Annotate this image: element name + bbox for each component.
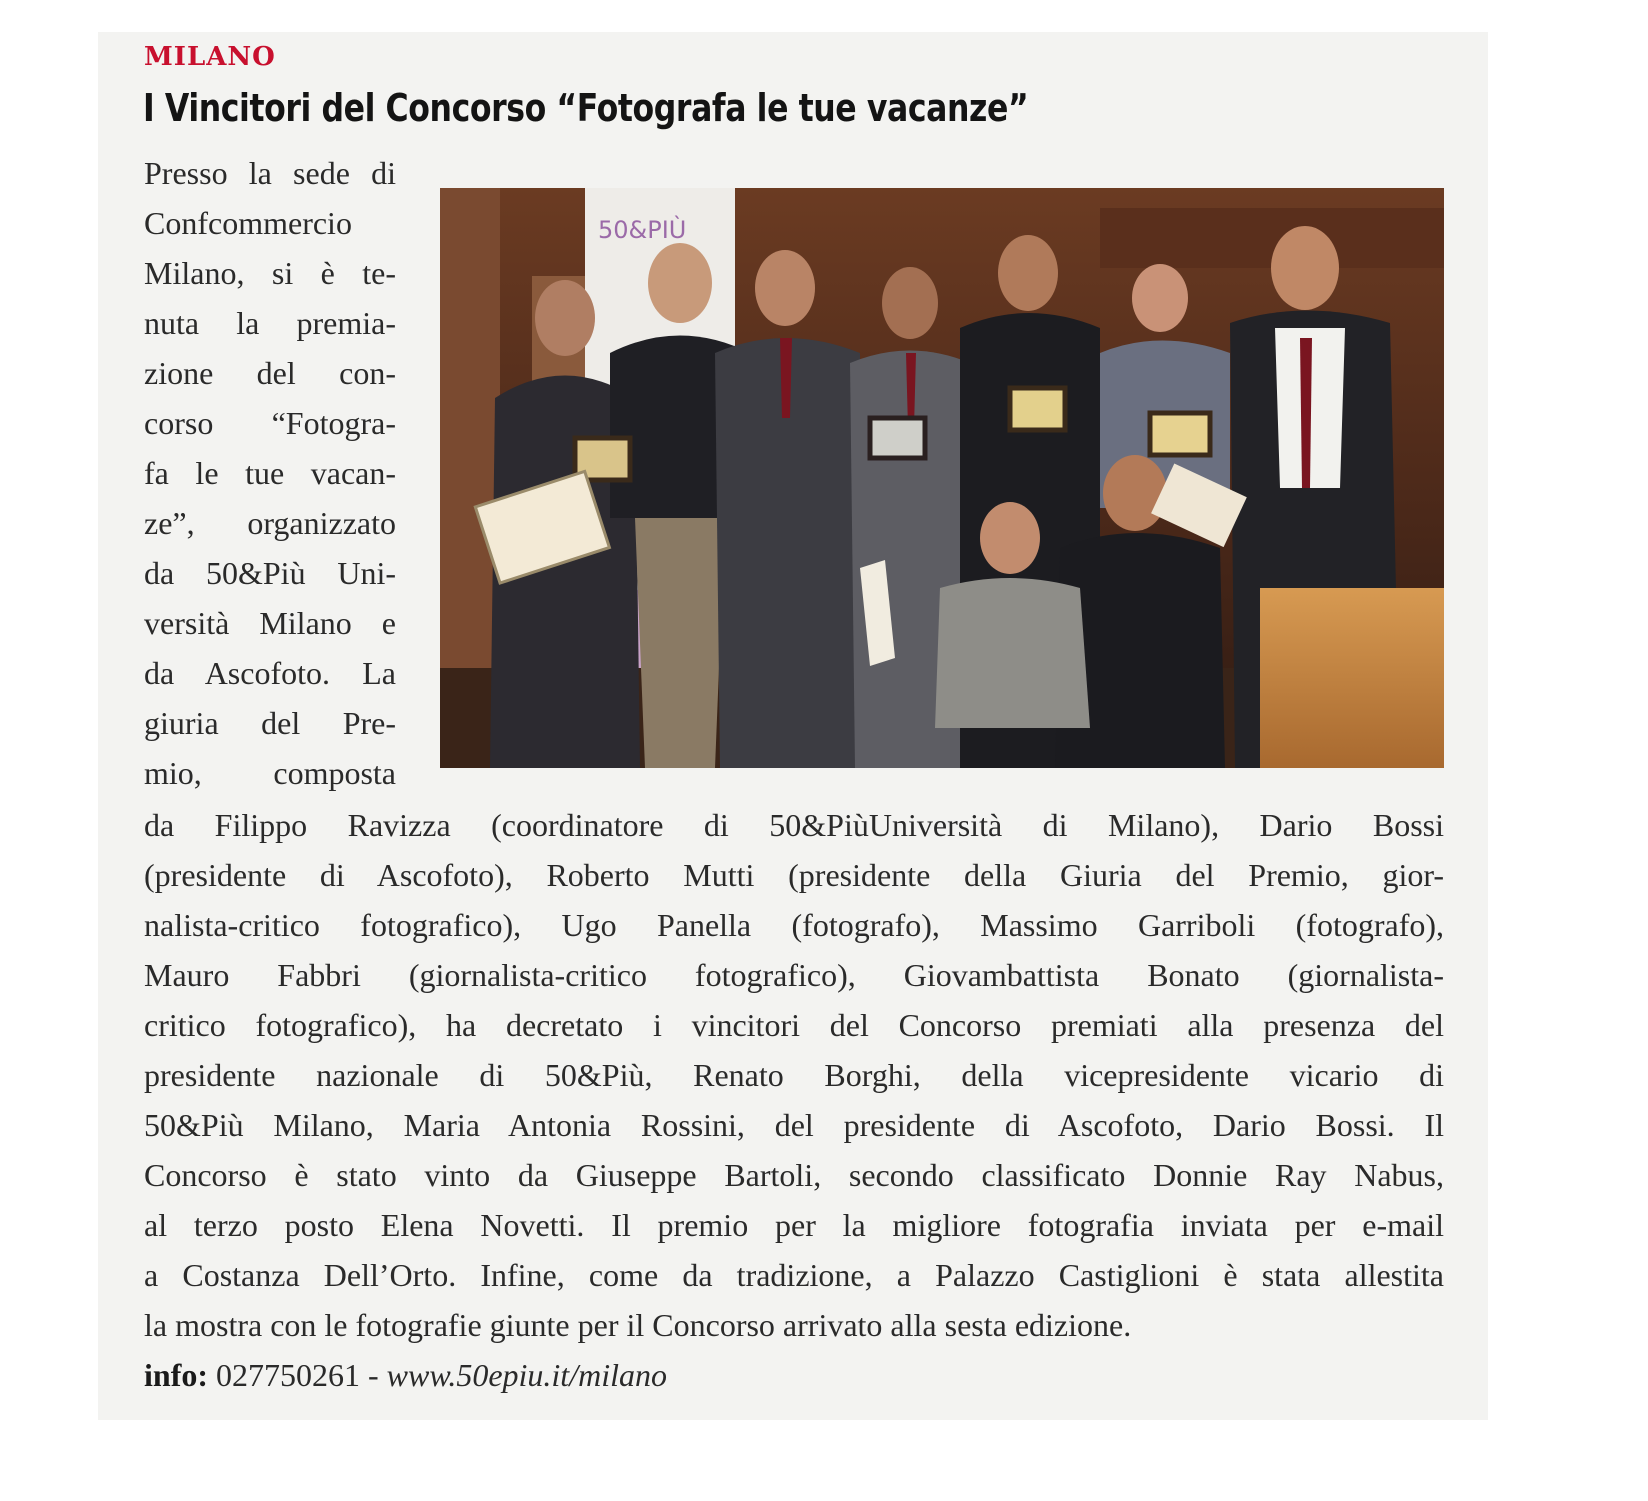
- text-line: (presidente di Ascofoto), Roberto Mutti (presidente della Giuria del Premio, gior-: [144, 857, 1444, 893]
- text-line: la mostra con le fotografie giunte per il Concorso arrivato alla sesta edizione.: [144, 1307, 1132, 1343]
- article-intro-column: [144, 148, 396, 798]
- text-line: da Filippo Ravizza (coordinatore di 50&PiùUniversità di Milano), Dario Bossi: [144, 807, 1444, 843]
- text-line: Mauro Fabbri (giornalista-critico fotografico), Giovambattista Bonato (giornalista-: [144, 957, 1444, 993]
- award-ceremony-photo: [440, 188, 1444, 768]
- text-line: versità Milano e: [144, 605, 396, 641]
- text-line: corso “Fotogra-: [144, 405, 396, 441]
- text-line: presidente nazionale di 50&Più, Renato Borghi, della vicepresidente vicario di: [144, 1057, 1444, 1093]
- text-line: fa le tue vacan-: [144, 455, 396, 491]
- text-line: ze”, organizzato: [144, 505, 396, 541]
- text-line: da Ascofoto. La: [144, 655, 396, 691]
- text-line: Presso la sede di: [144, 155, 396, 191]
- text-line: giuria del Pre-: [144, 705, 396, 741]
- text-line: mio, composta: [144, 755, 396, 791]
- text-line: 50&Più Milano, Maria Antonia Rossini, del presidente di Ascofoto, Dario Bossi. Il: [144, 1107, 1444, 1143]
- text-line: Concorso è stato vinto da Giuseppe Bartoli, secondo classificato Donnie Ray Nabus,: [144, 1157, 1444, 1193]
- info-separator: -: [368, 1357, 379, 1393]
- text-line: al terzo posto Elena Novetti. Il premio per la migliore fotografia inviata per e-mail: [144, 1207, 1444, 1243]
- text-line: da 50&Più Uni-: [144, 555, 396, 591]
- info-line: [144, 1350, 1444, 1400]
- text-line: a Costanza Dell’Orto. Infine, come da tradizione, a Palazzo Castiglioni è stata allestita: [144, 1257, 1444, 1293]
- text-line: zione del con-: [144, 355, 396, 391]
- banner-logo: 50&PIÙ: [598, 216, 687, 244]
- text-line: critico fotografico), ha decretato i vincitori del Concorso premiati alla presenza del: [144, 1007, 1444, 1043]
- info-phone: 027750261: [216, 1357, 360, 1393]
- article-headline: I Vincitori del Concorso “Fotografa le tue vacanze”: [143, 86, 1029, 130]
- text-line: Confcommercio: [144, 205, 352, 241]
- info-website-link[interactable]: www.50epiu.it/milano: [386, 1357, 667, 1393]
- text-line: Milano, si è te-: [144, 255, 396, 291]
- text-line: nuta la premia-: [144, 305, 396, 341]
- section-label: MILANO: [144, 42, 276, 72]
- text-line: nalista-critico fotografico), Ugo Panella (fotografo), Massimo Garriboli (fotografo),: [144, 907, 1444, 943]
- info-label: info:: [144, 1357, 208, 1393]
- article-body: [144, 800, 1444, 1350]
